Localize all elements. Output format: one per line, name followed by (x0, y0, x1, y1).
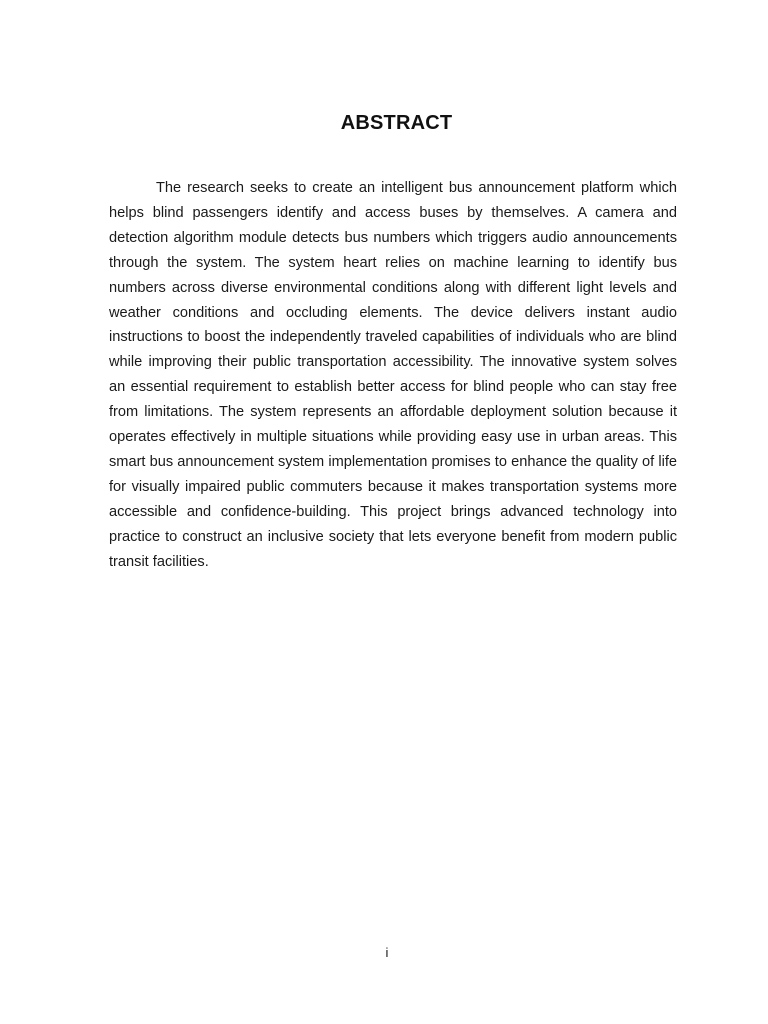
abstract-paragraph: The research seeks to create an intelligent bus announcement platform which helps blind passengers identify and access buses by themselves. A camera and detection algorithm module detects bus numbers which triggers audio announcements through the system. The system heart relies on machine learning to identify bus numbers across diverse environmental conditions along with different light levels and weather conditions and occluding elements. The device delivers instant audio instructions to boost the independently traveled capabilities of individuals who are blind while improving their public transportation accessibility. The innovative system solves an essential requirement to establish better access for blind people who can stay free from limitations. The system represents an affordable deployment solution because it operates effectively in multiple situations while providing easy use in urban areas. This smart bus announcement system implementation promises to enhance the quality of life for visually impaired public commuters because it makes transportation systems more accessible and confidence-building. This project brings advanced technology into practice to construct an inclusive society that lets everyone benefit from modern public transit facilities. (109, 180, 677, 570)
page-number: i (385, 945, 389, 960)
abstract-title: ABSTRACT (340, 112, 453, 134)
